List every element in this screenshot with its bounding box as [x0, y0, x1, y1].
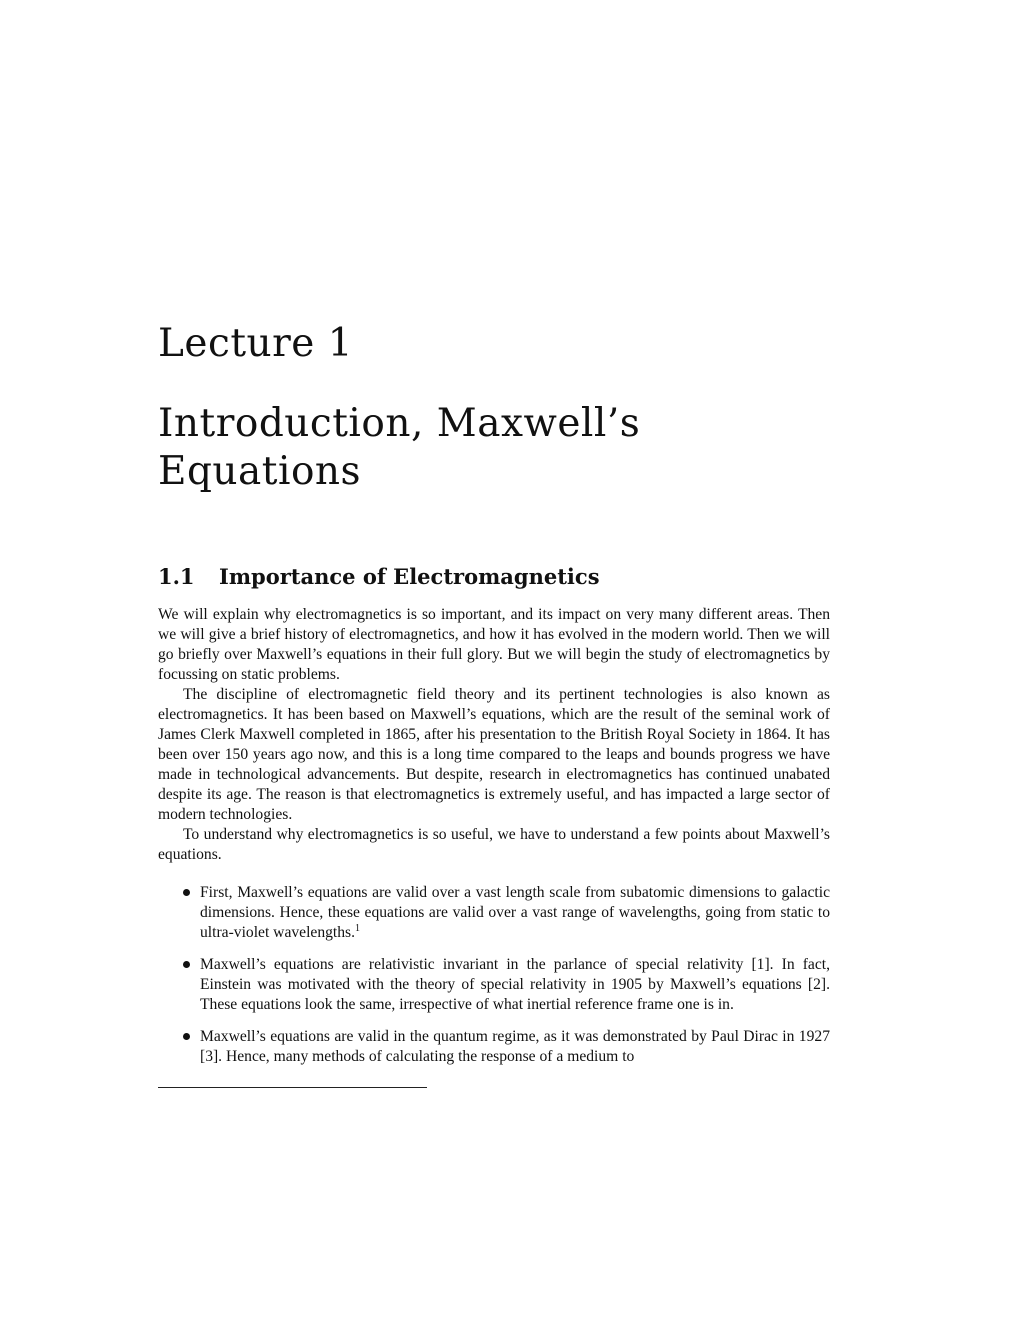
chapter-label: Lecture 1: [158, 321, 354, 366]
footnote-reference[interactable]: 1: [355, 923, 361, 934]
list-item: [158, 1027, 830, 1067]
paragraph-history: The discipline of electromagnetic field theory and its pertinent technologies is also known as electromagnetics. It has been based on Maxwell’s equations, which are the result of the seminal work of James Clerk Maxwell completed in 1865, after his presentation to the British Royal Society in 1864. It has been over 150 years ago now, and this is a long time compared to the leaps and bounds progress we have made in technological advancements. But despite, research in electromagnetics has continued unabated despite its age. The reason is that electromagnetics is extremely useful, and has impacted a large sector of modern technologies.: [158, 686, 830, 823]
bullet-icon: [183, 1033, 190, 1040]
body-text: [158, 605, 830, 1079]
section-heading: [158, 562, 600, 592]
chapter-title-line-2: Equations: [158, 449, 362, 494]
document-page: [158, 0, 830, 1320]
bullet-icon: [183, 961, 190, 968]
paragraph-points: To understand why electromagnetics is so useful, we have to understand a few points about Maxwell’s equations.: [158, 826, 830, 863]
list-item: [158, 883, 830, 943]
bullet-text: First, Maxwell’s equations are valid over a vast length scale from subatomic dimensions to galactic dimensions. Hence, these equations are valid over a vast range of wavelengths, going from static to ultra-violet wavelengths.: [200, 884, 830, 941]
footnote-divider: [158, 1087, 427, 1088]
bullet-list: [158, 883, 830, 1067]
bullet-text: Maxwell’s equations are valid in the quantum regime, as it was demonstrated by Paul Dirac in 1927 [3]. Hence, many methods of calculating the response of a medium to: [200, 1028, 830, 1065]
chapter-title-line-1: Introduction, Maxwell’s: [158, 401, 641, 446]
bullet-text: Maxwell’s equations are relativistic invariant in the parlance of special relativity [1]. In fact, Einstein was motivated with the theory of special relativity in 1905 by Maxwell’s equations [2]. These equations look the same, irrespective of what inertial reference frame one is in.: [200, 956, 830, 1013]
bullet-icon: [183, 889, 190, 896]
section-title: Importance of Electromagnetics: [219, 564, 600, 589]
paragraph-intro: We will explain why electromagnetics is so important, and its impact on very many different areas. Then we will give a brief history of electromagnetics, and how it has evolved in the modern world. Then we will go briefly over Maxwell’s equations in their full glory. But we will begin the study of electromagnetics by focussing on static problems.: [158, 606, 830, 683]
chapter-title: [158, 400, 830, 496]
section-number: 1.1: [158, 564, 195, 589]
list-item: [158, 955, 830, 1015]
